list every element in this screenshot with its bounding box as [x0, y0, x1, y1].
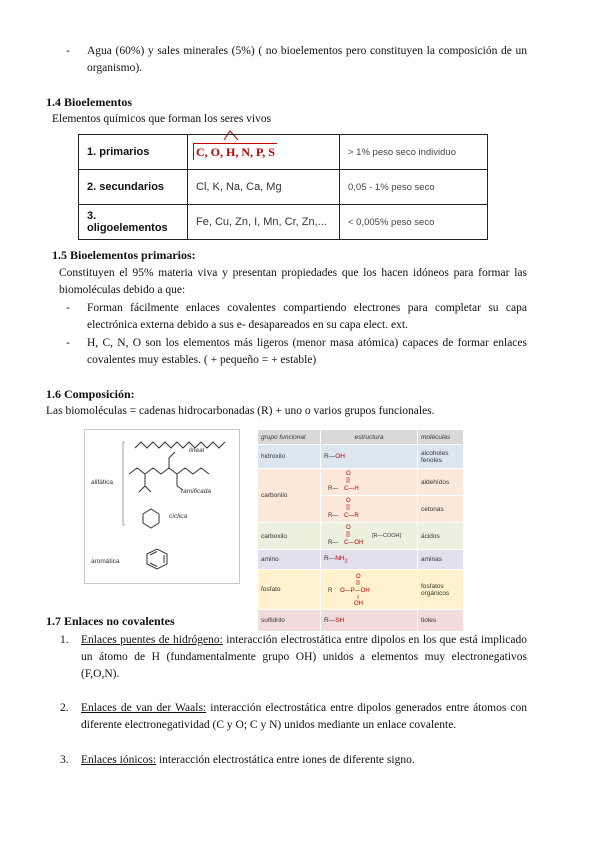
svg-text:O: O: [346, 471, 351, 477]
table-row: [79, 170, 488, 205]
section-1-6-heading: 1.6 Composición:: [46, 387, 135, 401]
section-1-5-heading: 1.5 Bioelementos primarios:: [52, 248, 196, 262]
amount-cell: < 0,005% peso seco: [340, 205, 488, 240]
term-hydrogen-bonds: Enlaces puentes de hidrógeno:: [81, 634, 223, 646]
linear-chain-icon: [135, 442, 225, 448]
svg-text:R—: R—: [328, 486, 339, 492]
group-cell: carbonilo: [258, 469, 321, 523]
table-row: [79, 135, 488, 170]
ketone-structure: [324, 496, 384, 520]
header-cell: grupo funcional: [258, 430, 321, 445]
header-cell: estructura: [321, 430, 418, 445]
hydrocarbon-chains-figure: [84, 429, 240, 584]
svg-text:O: O: [346, 498, 351, 504]
svg-text:C—OH: C—OH: [344, 540, 364, 546]
list-number: 2.: [60, 702, 69, 714]
group-cell: fosfato: [258, 570, 321, 610]
section-1-5-bullet-2: H, C, N, O son los elementos más ligeros (menor masa atómica) capaces de formar enlaces covalentes muy estables. ( + pequeño = + estable): [87, 337, 527, 366]
bioelements-table: [78, 134, 488, 240]
group-cell: hidroxilo: [258, 445, 321, 469]
term-ionic-bonds: Enlaces iónicos:: [81, 754, 157, 766]
list-number: 3.: [60, 754, 69, 766]
label-aromatica: aromática: [91, 558, 120, 565]
label-ciclica: cíclica: [169, 513, 188, 520]
section-1-5-intro: Constituyen el 95% materia viva y presentan propiedades que los hacen idóneos para formar las biomoléculas debido a que:: [59, 267, 527, 296]
section-1-4-heading: 1.4 Bioelementos: [46, 95, 132, 109]
amount-cell: > 1% peso seco individuo: [340, 135, 488, 170]
category-cell: 3. oligoelementos: [79, 205, 188, 240]
structure-cell: [321, 469, 418, 496]
functional-groups-table: [258, 430, 464, 632]
svg-text:OH: OH: [354, 600, 363, 607]
molecules-cell: ácidos: [418, 523, 464, 550]
header-cell: moléculas: [418, 430, 464, 445]
table-row: [258, 570, 464, 610]
table-row: [258, 469, 464, 496]
cyclic-ring-icon: [143, 509, 159, 528]
table-header-row: [258, 430, 464, 445]
list-item-3: [81, 752, 527, 769]
item-text: interacción electrostática entre dipolos en los que está implicado un átomo de H (fundamentalmente grupo OH) unidos a elementos muy electronegativos (F,O,N).: [81, 634, 527, 680]
svg-text:R—: R—: [328, 513, 339, 519]
molecules-cell: cetonas: [418, 496, 464, 523]
amount-cell: 0,05 - 1% peso seco: [340, 170, 488, 205]
section-1-7-heading: 1.7 Enlaces no covalentes: [46, 614, 175, 628]
carboxyl-alt-formula: [R—COOH]: [372, 533, 402, 539]
svg-text:C—H: C—H: [344, 486, 359, 492]
label-ramificada: ramificada: [181, 488, 211, 495]
list-item-1: [81, 632, 527, 683]
molecules-cell: aminas: [418, 550, 464, 570]
item-text: interacción electrostática entre iones de diferente signo.: [156, 754, 415, 766]
structure-cell: R—SH: [321, 610, 418, 632]
structure-cell: $R—NH_2$: [321, 550, 418, 570]
svg-text:O: O: [346, 525, 351, 531]
list-item-2: [81, 700, 527, 734]
svg-text:O: O: [356, 573, 361, 580]
structure-cell: R—OH: [321, 445, 418, 469]
category-cell: 1. primarios: [79, 135, 188, 170]
structure-cell: [321, 496, 418, 523]
bullet-marker: -: [66, 337, 70, 349]
table-row: [258, 610, 464, 632]
molecules-cell: tioles: [418, 610, 464, 632]
structure-cell: [321, 523, 418, 550]
molecules-cell: alcoholes fenoles: [418, 445, 464, 469]
label-alifatica: alifática: [91, 479, 114, 486]
molecules-cell: fosfatos orgánicos: [418, 570, 464, 610]
group-cell: carboxilo: [258, 523, 321, 550]
section-1-6-intro: Las biomoléculas = cadenas hidrocarbonadas (R) + uno o varios grupos funcionales.: [46, 405, 435, 417]
category-cell: 2. secundarios: [79, 170, 188, 205]
primary-elements: C, O, H, N, P, S: [193, 143, 277, 160]
elements-cell: Fe, Cu, Zn, I, Mn, Cr, Zn,...: [188, 205, 340, 240]
group-cell: sulfidrilo: [258, 610, 321, 632]
section-1-4-intro: Elementos químicos que forman los seres vivos: [52, 113, 272, 125]
svg-text:C—R: C—R: [344, 513, 359, 519]
item-text: interacción electrostática entre dipolos generados entre átomos con diferente electronegatividad (C y O; C y N) unidos mediante un enlace covalente.: [81, 702, 528, 731]
table-row: [79, 205, 488, 240]
svg-text:R: R: [328, 587, 333, 594]
label-lineal: lineal: [189, 447, 205, 454]
top-bullet-marker: -: [66, 45, 70, 57]
table-row: [258, 523, 464, 550]
svg-text:O—P—OH: O—P—OH: [340, 587, 370, 594]
table-row: [258, 550, 464, 570]
branched-chain-icon: [129, 468, 209, 474]
carboxyl-structure: [324, 523, 414, 547]
molecules-cell: aldehídos: [418, 469, 464, 496]
list-number: 1.: [60, 634, 69, 646]
structure-cell: [321, 570, 418, 610]
top-bullet-text: Agua (60%) y sales minerales (5%) ( no bioelementos pero constituyen la composición de un organismo).: [87, 45, 527, 74]
elements-cell: Cl, K, Na, Ca, Mg: [188, 170, 340, 205]
bullet-marker: -: [66, 302, 70, 314]
elements-cell: [188, 135, 340, 170]
group-cell: amino: [258, 550, 321, 570]
section-1-5-bullet-1: Forman fácilmente enlaces covalentes compartiendo electrones para completar su capa electrónica externa debido a sus e- desapareados en su capa elect. ext.: [87, 302, 527, 331]
svg-text:R—: R—: [328, 540, 339, 546]
aldehyde-structure: [324, 469, 384, 493]
term-van-der-waals: Enlaces de van der Waals:: [81, 702, 207, 714]
phosphate-structure: [324, 571, 404, 607]
table-row: [258, 445, 464, 469]
